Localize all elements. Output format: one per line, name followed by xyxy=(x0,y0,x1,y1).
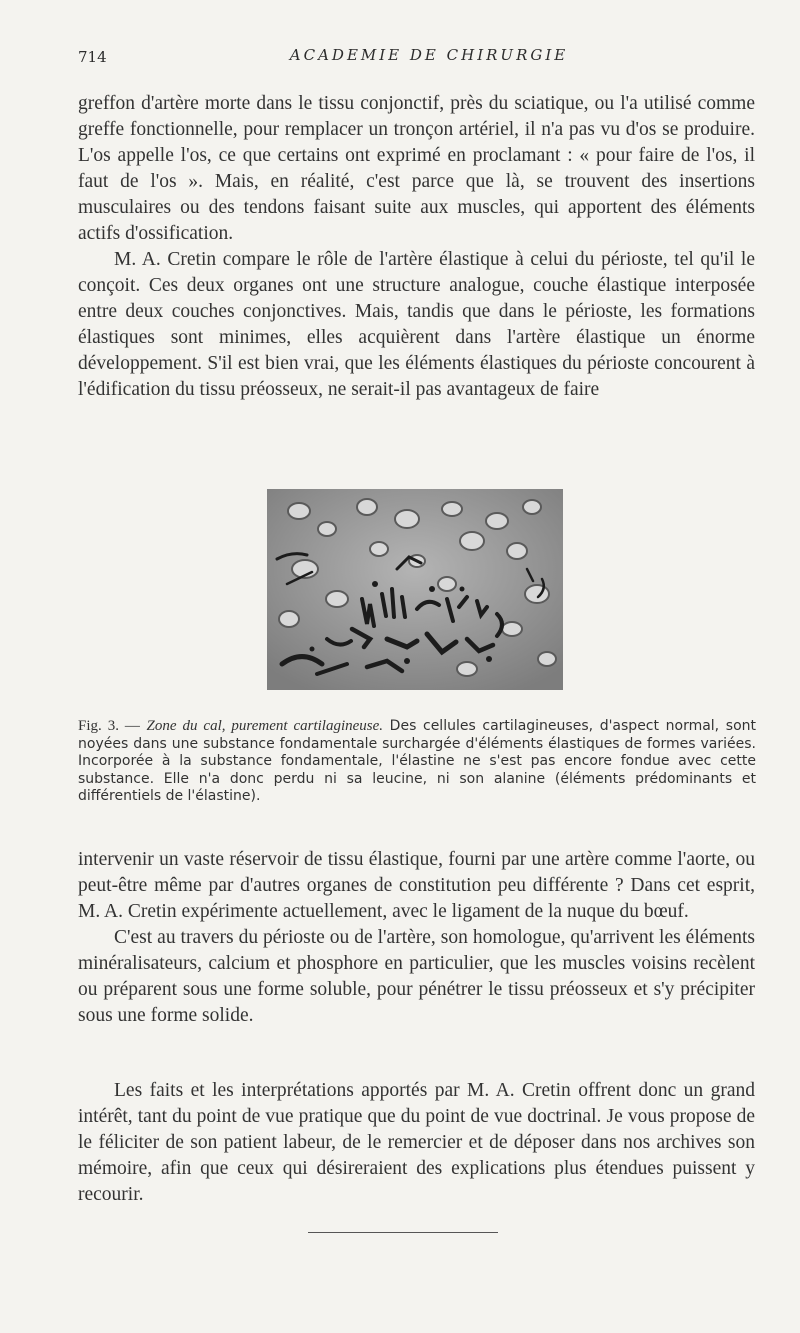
figure-micrograph xyxy=(267,489,563,690)
running-title: ACADEMIE DE CHIRURGIE xyxy=(289,46,569,64)
paragraph-2: M. A. Cretin compare le rôle de l'artère élastique à celui du périoste, tel qu'il le conçoit. Ces deux organes ont une structure analogue, couche élastique interposée entre deux couches conjonctives. Mais, tandis que dans le périoste, les formations élastiques sont minimes, elles acquièrent dans l'artère élastique un énorme développement. S'il est bien vrai, que les éléments élastiques du périoste concourent à l'édification du tissu préosseux, ne serait-il pas avantageux de faire xyxy=(78,249,755,400)
paragraph-4: C'est au travers du périoste ou de l'artère, son homologue, qu'arrivent les éléments minéralisateurs, calcium et phosphore en particulier, que les muscles voisins recèlent ou préparent sous une forme soluble, pour pénétrer le tissu préosseux et s'y précipiter sous une forme solide. xyxy=(78,927,755,1026)
figure-label: Fig. 3. — xyxy=(78,718,140,734)
body-text-middle xyxy=(78,847,755,1029)
paragraph-3: intervenir un vaste réservoir de tissu élastique, fourni par une artère comme l'aorte, ou peut-être même par d'autres organes de constitution peu différente ? Dans cet esprit, M. A. Cretin expérimente actuellement, avec le ligament de la nuque du bœuf. xyxy=(78,849,755,922)
paragraph-1: greffon d'artère morte dans le tissu conjonctif, près du sciatique, ou l'a utilisé comme greffe fonctionnelle, pour remplacer un tronçon artériel, il n'a pas vu d'os se produire. L'os appelle l'os, ce que certains ont exprimé en proclamant : « pour faire de l'os, il faut de l'os ». Mais, en réalité, c'est parce que là, se trouvent des insertions musculaires ou des tendons faisant suite aux muscles, qui apportent des éléments actifs d'ossification. xyxy=(78,93,755,244)
paragraph-5: Les faits et les interprétations apportés par M. A. Cretin offrent donc un grand intérêt, tant du point de vue pratique que du point de vue doctrinal. Je vous propose de le féliciter de son patient labeur, de le remercier et de déposer dans nos archives son mémoire, afin que ceux qui désireraient des explications plus étendues puissent y recourir. xyxy=(78,1080,755,1205)
end-rule xyxy=(308,1232,498,1233)
body-text-bottom xyxy=(78,1078,755,1208)
page-number: 714 xyxy=(78,48,107,66)
body-text-top xyxy=(78,91,755,403)
figure-caption-text: Des cellules cartilagineuses, d'aspect normal, sont noyées dans une substance fondamentale surchargée d'éléments élastiques de formes variées. Incorporée à la substance fondamentale, l'élastine ne s'est pas encore fondue avec cette substance. Elle n'a donc perdu ni sa leucine, ni son alanine (éléments prédominants et différentiels de l'élastine). xyxy=(78,718,756,804)
micrograph-image xyxy=(267,489,563,690)
page-header xyxy=(78,46,760,70)
figure-title: Zone du cal, purement cartilagineuse. xyxy=(146,718,384,734)
figure-caption xyxy=(78,718,756,806)
